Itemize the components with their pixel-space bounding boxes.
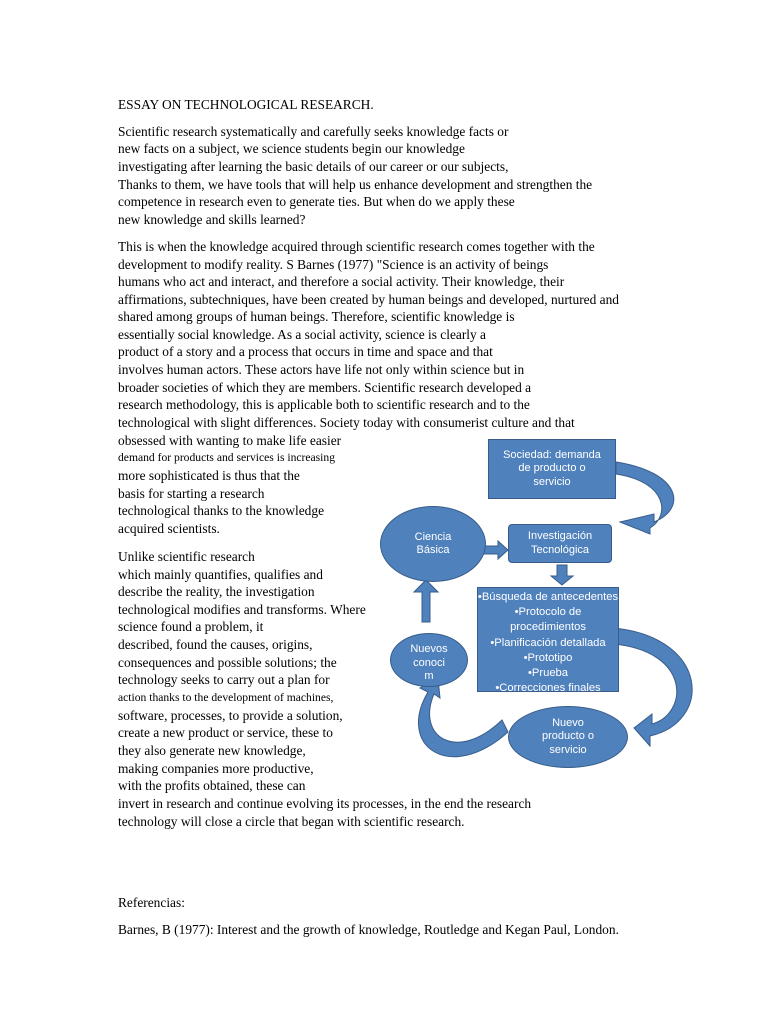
text-line: with the profits obtained, these can [118, 778, 306, 793]
text-line: acquired scientists. [118, 521, 220, 536]
reference-entry: Barnes, B (1977): Interest and the growth of knowledge, Routledge and Kegan Paul, London. [118, 922, 619, 937]
step-item: •Planificación detallada [490, 636, 606, 649]
text-line: obsessed with wanting to make life easier [118, 433, 342, 448]
step-item: •Prueba [528, 667, 568, 680]
box-sociedad-line: servicio [533, 475, 571, 488]
text-line: investigating after learning the basic details of our career or our subjects, [118, 159, 509, 174]
text-line: This is when the knowledge acquired through scientific research comes together with the [118, 239, 595, 254]
text-line: humans who act and interact, and therefore a social activity. Their knowledge, their [118, 274, 565, 289]
step-item: procedimientos [510, 621, 586, 634]
text-line: research methodology, this is applicable both to scientific research and to the [118, 397, 530, 412]
box-process-steps [477, 587, 619, 695]
oval-ciencia-line: Ciencia [414, 530, 452, 543]
text-line: technological with slight differences. Society today with consumerist culture and that [118, 415, 575, 430]
text-line: development to modify reality. S Barnes (1977) "Science is an activity of beings [118, 257, 549, 272]
text-line: basis for starting a research [118, 486, 265, 501]
text-line: Unlike scientific research [118, 549, 255, 564]
box-sociedad-line: Sociedad: demanda [503, 448, 601, 461]
text-line: shared among groups of human beings. Therefore, scientific knowledge is [118, 309, 515, 324]
text-line: Scientific research systematically and carefully seeks knowledge facts or [118, 124, 509, 139]
oval-nuevo-producto [508, 706, 628, 768]
text-line: more sophisticated is thus that the [118, 468, 300, 483]
box-sociedad-line: de producto o [518, 462, 586, 475]
text-line: science found a problem, it [118, 619, 264, 634]
text-line: create a new product or service, these to [118, 725, 333, 740]
oval-nuevos-line: Nuevos [410, 643, 448, 655]
arrow-nuevos-to-ciencia [414, 580, 438, 622]
text-line: Thanks to them, we have tools that will help us enhance development and strengthen the [118, 177, 593, 192]
box-investigacion-line: Investigación [527, 530, 593, 542]
text-line: invert in research and continue evolving its processes, in the end the research [118, 796, 532, 811]
essay-title: ESSAY ON TECHNOLOGICAL RESEARCH. [118, 97, 374, 112]
technological-research-diagram [370, 430, 710, 780]
text-line: competence in research even to generate ties. But when do we apply these [118, 194, 515, 209]
text-line: affirmations, subtechniques, have been created by human beings and developed, nurtured and [118, 292, 619, 307]
oval-nuevos-conocimientos [390, 633, 468, 687]
text-line: which mainly quantifies, qualifies and [118, 567, 323, 582]
text-line: described, found the causes, origins, [118, 637, 313, 652]
oval-nuevos-line: conoci [413, 656, 445, 669]
step-item: •Búsqueda de antecedentes [477, 591, 619, 603]
text-line: involves human actors. These actors have life not only within science but in [118, 362, 525, 377]
box-investigacion-tecnologica [508, 524, 612, 563]
box-investigacion-line: Tecnológica [530, 543, 590, 556]
arrow-investigacion-to-steps [551, 565, 573, 585]
text-line: making companies more productive, [118, 761, 314, 776]
oval-nuevos-line: m [424, 670, 434, 682]
references-heading: Referencias: [118, 895, 185, 910]
text-line: technological modifies and transforms. Where [118, 602, 366, 617]
text-line: describe the reality, the investigation [118, 584, 315, 599]
text-line: product of a story and a process that occurs in time and space and that [118, 344, 493, 359]
text-line: action thanks to the development of machines, [118, 691, 334, 704]
text-line: essentially social knowledge. As a social activity, science is clearly a [118, 327, 486, 342]
oval-ciencia-basica [380, 506, 486, 582]
oval-ciencia-line: Básica [416, 544, 450, 556]
text-line: they also generate new knowledge, [118, 743, 306, 758]
text-line: consequences and possible solutions; the [118, 655, 337, 670]
text-line: broader societies of which they are members. Scientific research developed a [118, 380, 532, 395]
oval-producto-line: Nuevo [552, 716, 584, 729]
step-item: •Protocolo de [514, 606, 582, 619]
step-item: •Prototipo [523, 651, 573, 664]
text-line: demand for products and services is increasing [118, 451, 335, 464]
text-line: new knowledge and skills learned? [118, 212, 306, 227]
text-line: technology seeks to carry out a plan for [118, 672, 330, 687]
text-line: technology will close a circle that began with scientific research. [118, 814, 465, 829]
oval-producto-line: servicio [549, 743, 587, 756]
box-sociedad [488, 439, 616, 499]
text-line: software, processes, to provide a solution, [118, 708, 343, 723]
oval-producto-line: producto o [542, 730, 594, 743]
text-line: new facts on a subject, we science students begin our knowledge [118, 141, 465, 156]
text-line: technological thanks to the knowledge [118, 503, 325, 518]
curved-arrow-sociedad-to-investigacion [616, 462, 674, 534]
step-item: •Correcciones finales [495, 682, 601, 695]
